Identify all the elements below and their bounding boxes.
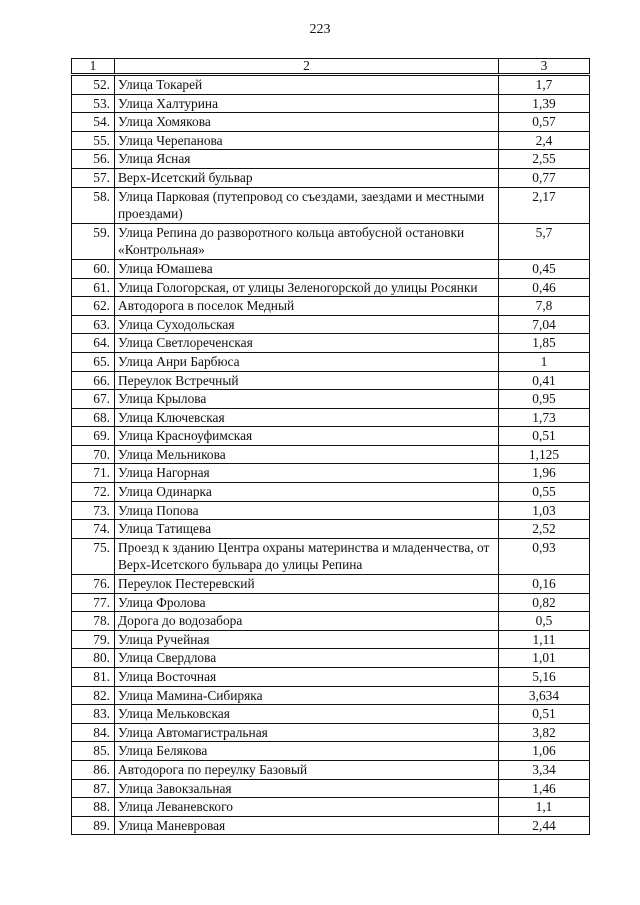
table-row: [72, 168, 590, 187]
row-road-name: Переулок Встречный: [115, 371, 499, 390]
table-row: [72, 742, 590, 761]
row-road-name: Проезд к зданию Центра охраны материнства и младенчества, от Верх-Исетского бульвара до улицы Репина: [115, 538, 499, 574]
row-length-value: 1,06: [499, 742, 590, 761]
table-row: [72, 649, 590, 668]
table-row: [72, 278, 590, 297]
row-road-name: Верх-Исетский бульвар: [115, 168, 499, 187]
row-length-value: 1,85: [499, 334, 590, 353]
row-road-name: Переулок Пестеревский: [115, 575, 499, 594]
row-road-name: Улица Юмашева: [115, 259, 499, 278]
header-row: [72, 59, 590, 75]
table-row: [72, 501, 590, 520]
row-number: 52.: [72, 75, 115, 95]
row-length-value: 0,82: [499, 593, 590, 612]
table-row: [72, 612, 590, 631]
row-number: 80.: [72, 649, 115, 668]
row-length-value: 0,41: [499, 371, 590, 390]
table-row: [72, 520, 590, 539]
row-number: 57.: [72, 168, 115, 187]
table-row: [72, 390, 590, 409]
row-length-value: 0,51: [499, 427, 590, 446]
header-col-3: 3: [499, 59, 590, 75]
page-number: 223: [309, 22, 331, 37]
row-road-name: Улица Репина до разворотного кольца автобусной остановки «Контрольная»: [115, 223, 499, 259]
row-number: 70.: [72, 445, 115, 464]
row-length-value: 1: [499, 352, 590, 371]
table-row: [72, 75, 590, 95]
row-road-name: Улица Татищева: [115, 520, 499, 539]
row-road-name: Автодорога в поселок Медный: [115, 297, 499, 316]
row-road-name: Улица Автомагистральная: [115, 723, 499, 742]
row-length-value: 5,16: [499, 668, 590, 687]
row-length-value: 3,34: [499, 760, 590, 779]
row-number: 76.: [72, 575, 115, 594]
row-road-name: Улица Ручейная: [115, 630, 499, 649]
row-number: 87.: [72, 779, 115, 798]
row-number: 72.: [72, 483, 115, 502]
table-row: [72, 150, 590, 169]
row-road-name: Улица Леваневского: [115, 798, 499, 817]
row-length-value: 3,634: [499, 686, 590, 705]
row-number: 62.: [72, 297, 115, 316]
row-length-value: 2,17: [499, 187, 590, 223]
row-length-value: 1,46: [499, 779, 590, 798]
row-number: 63.: [72, 315, 115, 334]
row-length-value: 0,46: [499, 278, 590, 297]
table-row: [72, 315, 590, 334]
header-col-1: 1: [72, 59, 115, 75]
row-road-name: Автодорога по переулку Базовый: [115, 760, 499, 779]
row-length-value: 1,11: [499, 630, 590, 649]
row-road-name: Улица Фролова: [115, 593, 499, 612]
row-length-value: 1,39: [499, 94, 590, 113]
table-row: [72, 297, 590, 316]
row-road-name: Улица Красноуфимская: [115, 427, 499, 446]
table-row: [72, 483, 590, 502]
table-row: [72, 464, 590, 483]
table-row: [72, 259, 590, 278]
row-length-value: 1,96: [499, 464, 590, 483]
roads-table: [71, 58, 590, 835]
row-length-value: 1,01: [499, 649, 590, 668]
row-number: 66.: [72, 371, 115, 390]
row-number: 77.: [72, 593, 115, 612]
table-row: [72, 445, 590, 464]
table-row: [72, 705, 590, 724]
row-road-name: Улица Мельковская: [115, 705, 499, 724]
table-row: [72, 723, 590, 742]
table-row: [72, 408, 590, 427]
row-number: 64.: [72, 334, 115, 353]
row-length-value: 0,5: [499, 612, 590, 631]
row-number: 55.: [72, 131, 115, 150]
row-road-name: Улица Одинарка: [115, 483, 499, 502]
row-road-name: Улица Хомякова: [115, 113, 499, 132]
table-row: [72, 630, 590, 649]
table-row: [72, 798, 590, 817]
row-length-value: 1,7: [499, 75, 590, 95]
table-row: [72, 352, 590, 371]
row-number: 61.: [72, 278, 115, 297]
row-length-value: 0,16: [499, 575, 590, 594]
row-length-value: 1,73: [499, 408, 590, 427]
row-length-value: 7,04: [499, 315, 590, 334]
row-number: 54.: [72, 113, 115, 132]
row-road-name: Улица Парковая (путепровод со съездами, заездами и местными проездами): [115, 187, 499, 223]
row-road-name: Дорога до водозабора: [115, 612, 499, 631]
row-number: 78.: [72, 612, 115, 631]
table-row: [72, 686, 590, 705]
row-number: 59.: [72, 223, 115, 259]
row-length-value: 1,03: [499, 501, 590, 520]
row-length-value: 0,57: [499, 113, 590, 132]
row-number: 67.: [72, 390, 115, 409]
row-length-value: 0,93: [499, 538, 590, 574]
row-road-name: Улица Восточная: [115, 668, 499, 687]
table-row: [72, 187, 590, 223]
row-road-name: Улица Завокзальная: [115, 779, 499, 798]
row-length-value: 0,95: [499, 390, 590, 409]
row-number: 60.: [72, 259, 115, 278]
row-number: 81.: [72, 668, 115, 687]
table-row: [72, 223, 590, 259]
row-length-value: 2,55: [499, 150, 590, 169]
row-road-name: Улица Ясная: [115, 150, 499, 169]
row-road-name: Улица Крылова: [115, 390, 499, 409]
table-row: [72, 668, 590, 687]
row-road-name: Улица Мельникова: [115, 445, 499, 464]
row-road-name: Улица Нагорная: [115, 464, 499, 483]
row-road-name: Улица Суходольская: [115, 315, 499, 334]
row-number: 73.: [72, 501, 115, 520]
row-number: 88.: [72, 798, 115, 817]
table-row: [72, 760, 590, 779]
row-number: 84.: [72, 723, 115, 742]
row-length-value: 0,77: [499, 168, 590, 187]
row-number: 56.: [72, 150, 115, 169]
row-length-value: 2,4: [499, 131, 590, 150]
row-length-value: 0,51: [499, 705, 590, 724]
table-row: [72, 779, 590, 798]
table-row: [72, 131, 590, 150]
row-length-value: 0,55: [499, 483, 590, 502]
row-length-value: 5,7: [499, 223, 590, 259]
row-length-value: 7,8: [499, 297, 590, 316]
row-number: 68.: [72, 408, 115, 427]
row-number: 75.: [72, 538, 115, 574]
row-number: 65.: [72, 352, 115, 371]
table-body: [72, 59, 590, 835]
row-length-value: 1,125: [499, 445, 590, 464]
row-road-name: Улица Маневровая: [115, 816, 499, 835]
row-road-name: Улица Ключевская: [115, 408, 499, 427]
row-road-name: Улица Белякова: [115, 742, 499, 761]
table-row: [72, 94, 590, 113]
table-row: [72, 816, 590, 835]
row-number: 74.: [72, 520, 115, 539]
row-length-value: 2,52: [499, 520, 590, 539]
row-length-value: 1,1: [499, 798, 590, 817]
row-road-name: Улица Анри Барбюса: [115, 352, 499, 371]
table-row: [72, 575, 590, 594]
row-road-name: Улица Халтурина: [115, 94, 499, 113]
row-length-value: 3,82: [499, 723, 590, 742]
row-number: 85.: [72, 742, 115, 761]
row-number: 58.: [72, 187, 115, 223]
row-length-value: 2,44: [499, 816, 590, 835]
row-road-name: Улица Гологорская, от улицы Зеленогорской до улицы Росянки: [115, 278, 499, 297]
row-number: 79.: [72, 630, 115, 649]
table-row: [72, 334, 590, 353]
row-number: 71.: [72, 464, 115, 483]
row-number: 89.: [72, 816, 115, 835]
row-road-name: Улица Черепанова: [115, 131, 499, 150]
row-number: 53.: [72, 94, 115, 113]
table-row: [72, 538, 590, 574]
row-road-name: Улица Мамина-Сибиряка: [115, 686, 499, 705]
row-number: 82.: [72, 686, 115, 705]
row-road-name: Улица Попова: [115, 501, 499, 520]
row-number: 86.: [72, 760, 115, 779]
row-road-name: Улица Светлореченская: [115, 334, 499, 353]
table-row: [72, 371, 590, 390]
table-row: [72, 427, 590, 446]
row-road-name: Улица Свердлова: [115, 649, 499, 668]
table-row: [72, 593, 590, 612]
row-length-value: 0,45: [499, 259, 590, 278]
row-number: 83.: [72, 705, 115, 724]
header-col-2: 2: [115, 59, 499, 75]
row-road-name: Улица Токарей: [115, 75, 499, 95]
table-row: [72, 113, 590, 132]
row-number: 69.: [72, 427, 115, 446]
